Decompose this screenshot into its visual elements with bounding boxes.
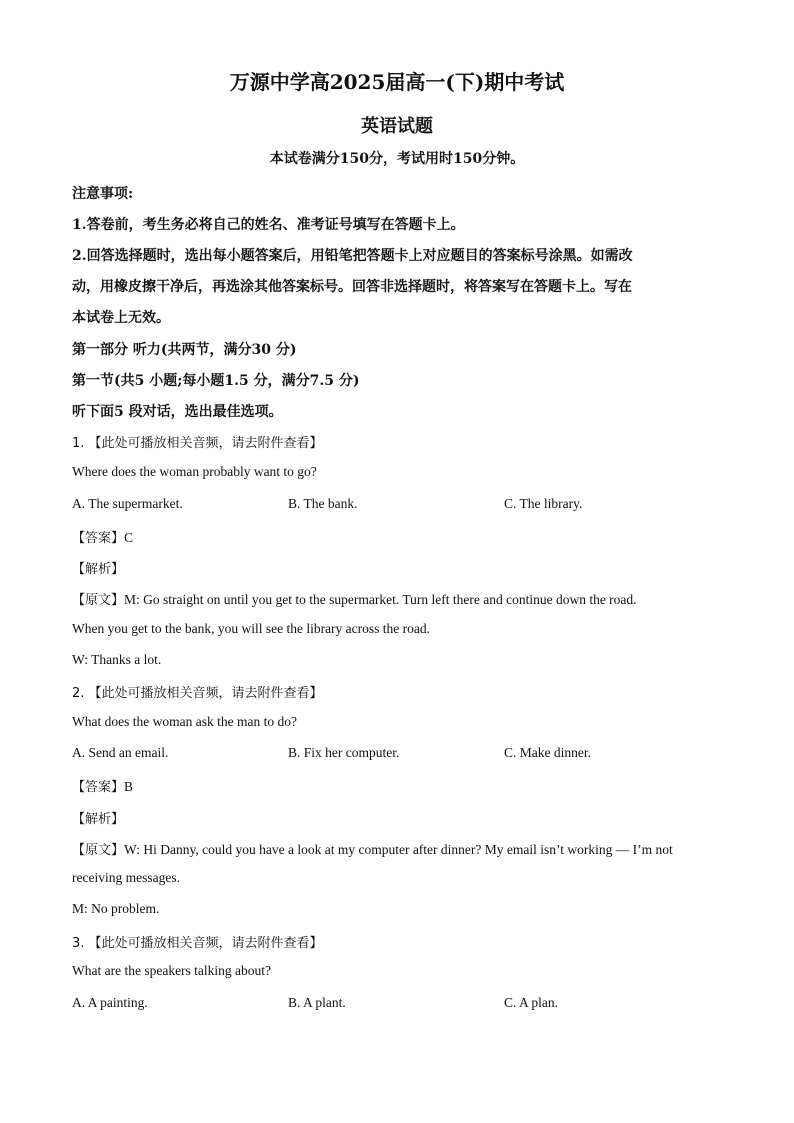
transcript-label: 【原文】 [72,593,125,608]
section-part-1: 第一部分 听力(共两节，满分30 分) [72,342,297,358]
transcript-text: M: Go straight on until you get to the supermarket. Turn left there and continue down the road. [124,592,637,607]
question-1-prompt: Where does the woman probably want to go? [72,464,317,479]
question-2-transcript-line-3: M: No problem. [72,901,160,916]
notes-item-2-line-2: 动，用橡皮擦干净后，再选涂其他答案标号。回答非选择题时，将答案写在答题卡上。写在 [72,279,632,295]
question-2-analysis-label: 【解析】 [72,812,125,827]
answer-value: B [124,779,134,794]
question-1-answer [72,527,133,546]
audio-note[interactable]: 【此处可播放相关音频，请去附件查看】 [88,686,323,701]
question-3-prompt: What are the speakers talking about? [72,963,272,978]
question-number: 2. [72,686,85,701]
notes-item-2-line-3: 本试卷上无效。 [72,310,170,326]
audio-note[interactable]: 【此处可播放相关音频，请去附件查看】 [88,936,323,951]
question-2-option-b: B. Fix her computer. [288,745,400,760]
question-2-option-a: A. Send an email. [72,745,169,760]
notes-item-1: 1.答卷前，考生务必将自己的姓名、准考证号填写在答题卡上。 [72,217,465,233]
question-1-transcript-line-1 [72,589,637,608]
question-2-header [72,682,323,701]
audio-note[interactable]: 【此处可播放相关音频，请去附件查看】 [88,436,323,451]
subject-title: 英语试题 [361,116,433,137]
question-3-option-c: C. A plan. [504,995,559,1010]
question-1-transcript-line-3: W: Thanks a lot. [72,652,162,667]
section-instruction: 听下面5 段对话，选出最佳选项。 [72,404,283,420]
answer-label: 【答案】 [72,780,125,795]
question-1-header [72,432,323,451]
question-1-transcript-line-2: When you get to the bank, you will see the library across the road. [72,621,431,636]
question-2-transcript-line-2: receiving messages. [72,870,180,885]
question-2-prompt: What does the woman ask the man to do? [72,714,297,729]
question-number: 1. [72,436,85,451]
transcript-text: W: Hi Danny, could you have a look at my computer after dinner? My email isn’t working — I’m not [124,842,673,857]
section-sub-1: 第一节(共5 小题;每小题1.5 分，满分7.5 分) [72,373,360,389]
answer-value: C [124,530,134,545]
transcript-label: 【原文】 [72,843,125,858]
exam-title: 万源中学高2025届高一(下)期中考试 [229,70,565,94]
notes-heading: 注意事项: [72,186,134,202]
question-2-answer [72,776,133,795]
answer-label: 【答案】 [72,531,125,546]
question-2-option-c: C. Make dinner. [504,745,591,760]
question-3-option-b: B. A plant. [288,995,346,1010]
question-1-option-b: B. The bank. [288,496,358,511]
question-3-header [72,932,323,951]
question-1-option-c: C. The library. [504,496,583,511]
question-3-option-a: A. A painting. [72,995,148,1010]
question-1-analysis-label: 【解析】 [72,562,125,577]
question-2-transcript-line-1 [72,839,673,858]
question-1-option-a: A. The supermarket. [72,496,183,511]
notes-item-2-line-1: 2.回答选择题时，选出每小题答案后，用铅笔把答题卡上对应题目的答案标号涂黑。如需改 [72,248,633,264]
exam-info: 本试卷满分150分，考试用时150分钟。 [269,151,525,167]
question-number: 3. [72,936,85,951]
